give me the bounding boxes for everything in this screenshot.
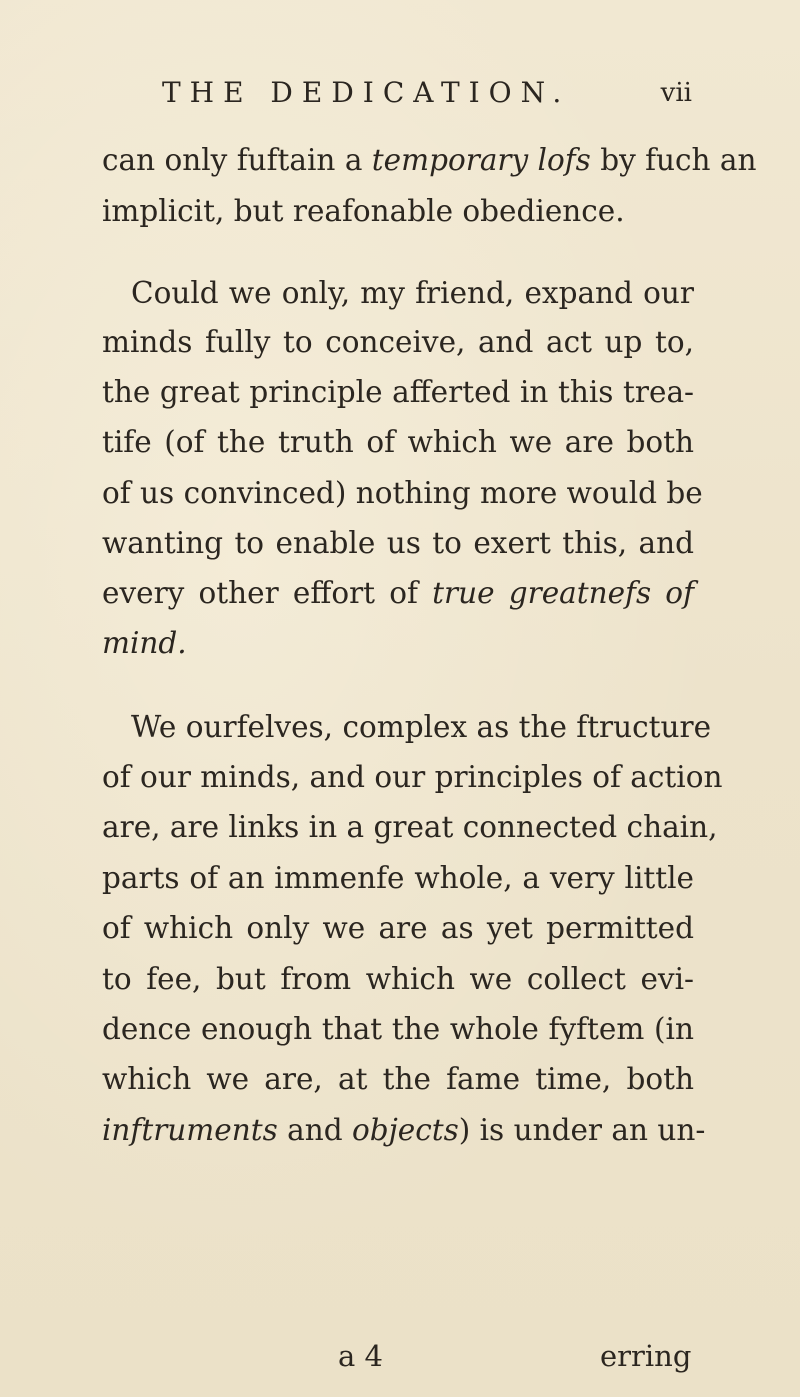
- catchword: erring: [600, 1339, 692, 1373]
- text-line: implicit, but reafonable obedience.: [102, 194, 625, 228]
- text-line: of our minds, and our principles of action: [102, 760, 723, 794]
- text-line: of which only we are as yet permitted: [102, 911, 694, 945]
- signature-mark: a 4: [338, 1339, 383, 1373]
- text-line: dence enough that the whole fyftem (in: [102, 1012, 694, 1046]
- text-line: are, are links in a great connected chain,: [102, 810, 718, 844]
- text-line: to fee, but from which we collect evi-: [102, 962, 694, 996]
- text-line: minds fully to conceive, and act up to,: [102, 325, 694, 359]
- text-line: can only fuftain a temporary lofs by fuch an: [102, 143, 757, 177]
- text-line: of us convinced) nothing more would be: [102, 476, 703, 510]
- text-line: mind.: [102, 626, 187, 660]
- page-number: vii: [660, 78, 692, 108]
- text-line: parts of an immenfe whole, a very little: [102, 861, 694, 895]
- text-line: wanting to enable us to exert this, and: [102, 526, 694, 560]
- text-line: We ourfelves, complex as the ftructure: [131, 710, 712, 744]
- text-line: Could we only, my friend, expand our: [131, 276, 694, 310]
- text-line: which we are, at the fame time, both: [102, 1062, 694, 1096]
- text-line: every other effort of true greatnefs of: [102, 576, 694, 610]
- text-line: the great principle afferted in this trea-: [102, 375, 694, 409]
- text-line: tife (of the truth of which we are both: [102, 425, 694, 459]
- page-header: [162, 76, 692, 116]
- running-head: THE DEDICATION.: [162, 76, 571, 109]
- text-line: inftruments and objects) is under an un-: [102, 1113, 706, 1147]
